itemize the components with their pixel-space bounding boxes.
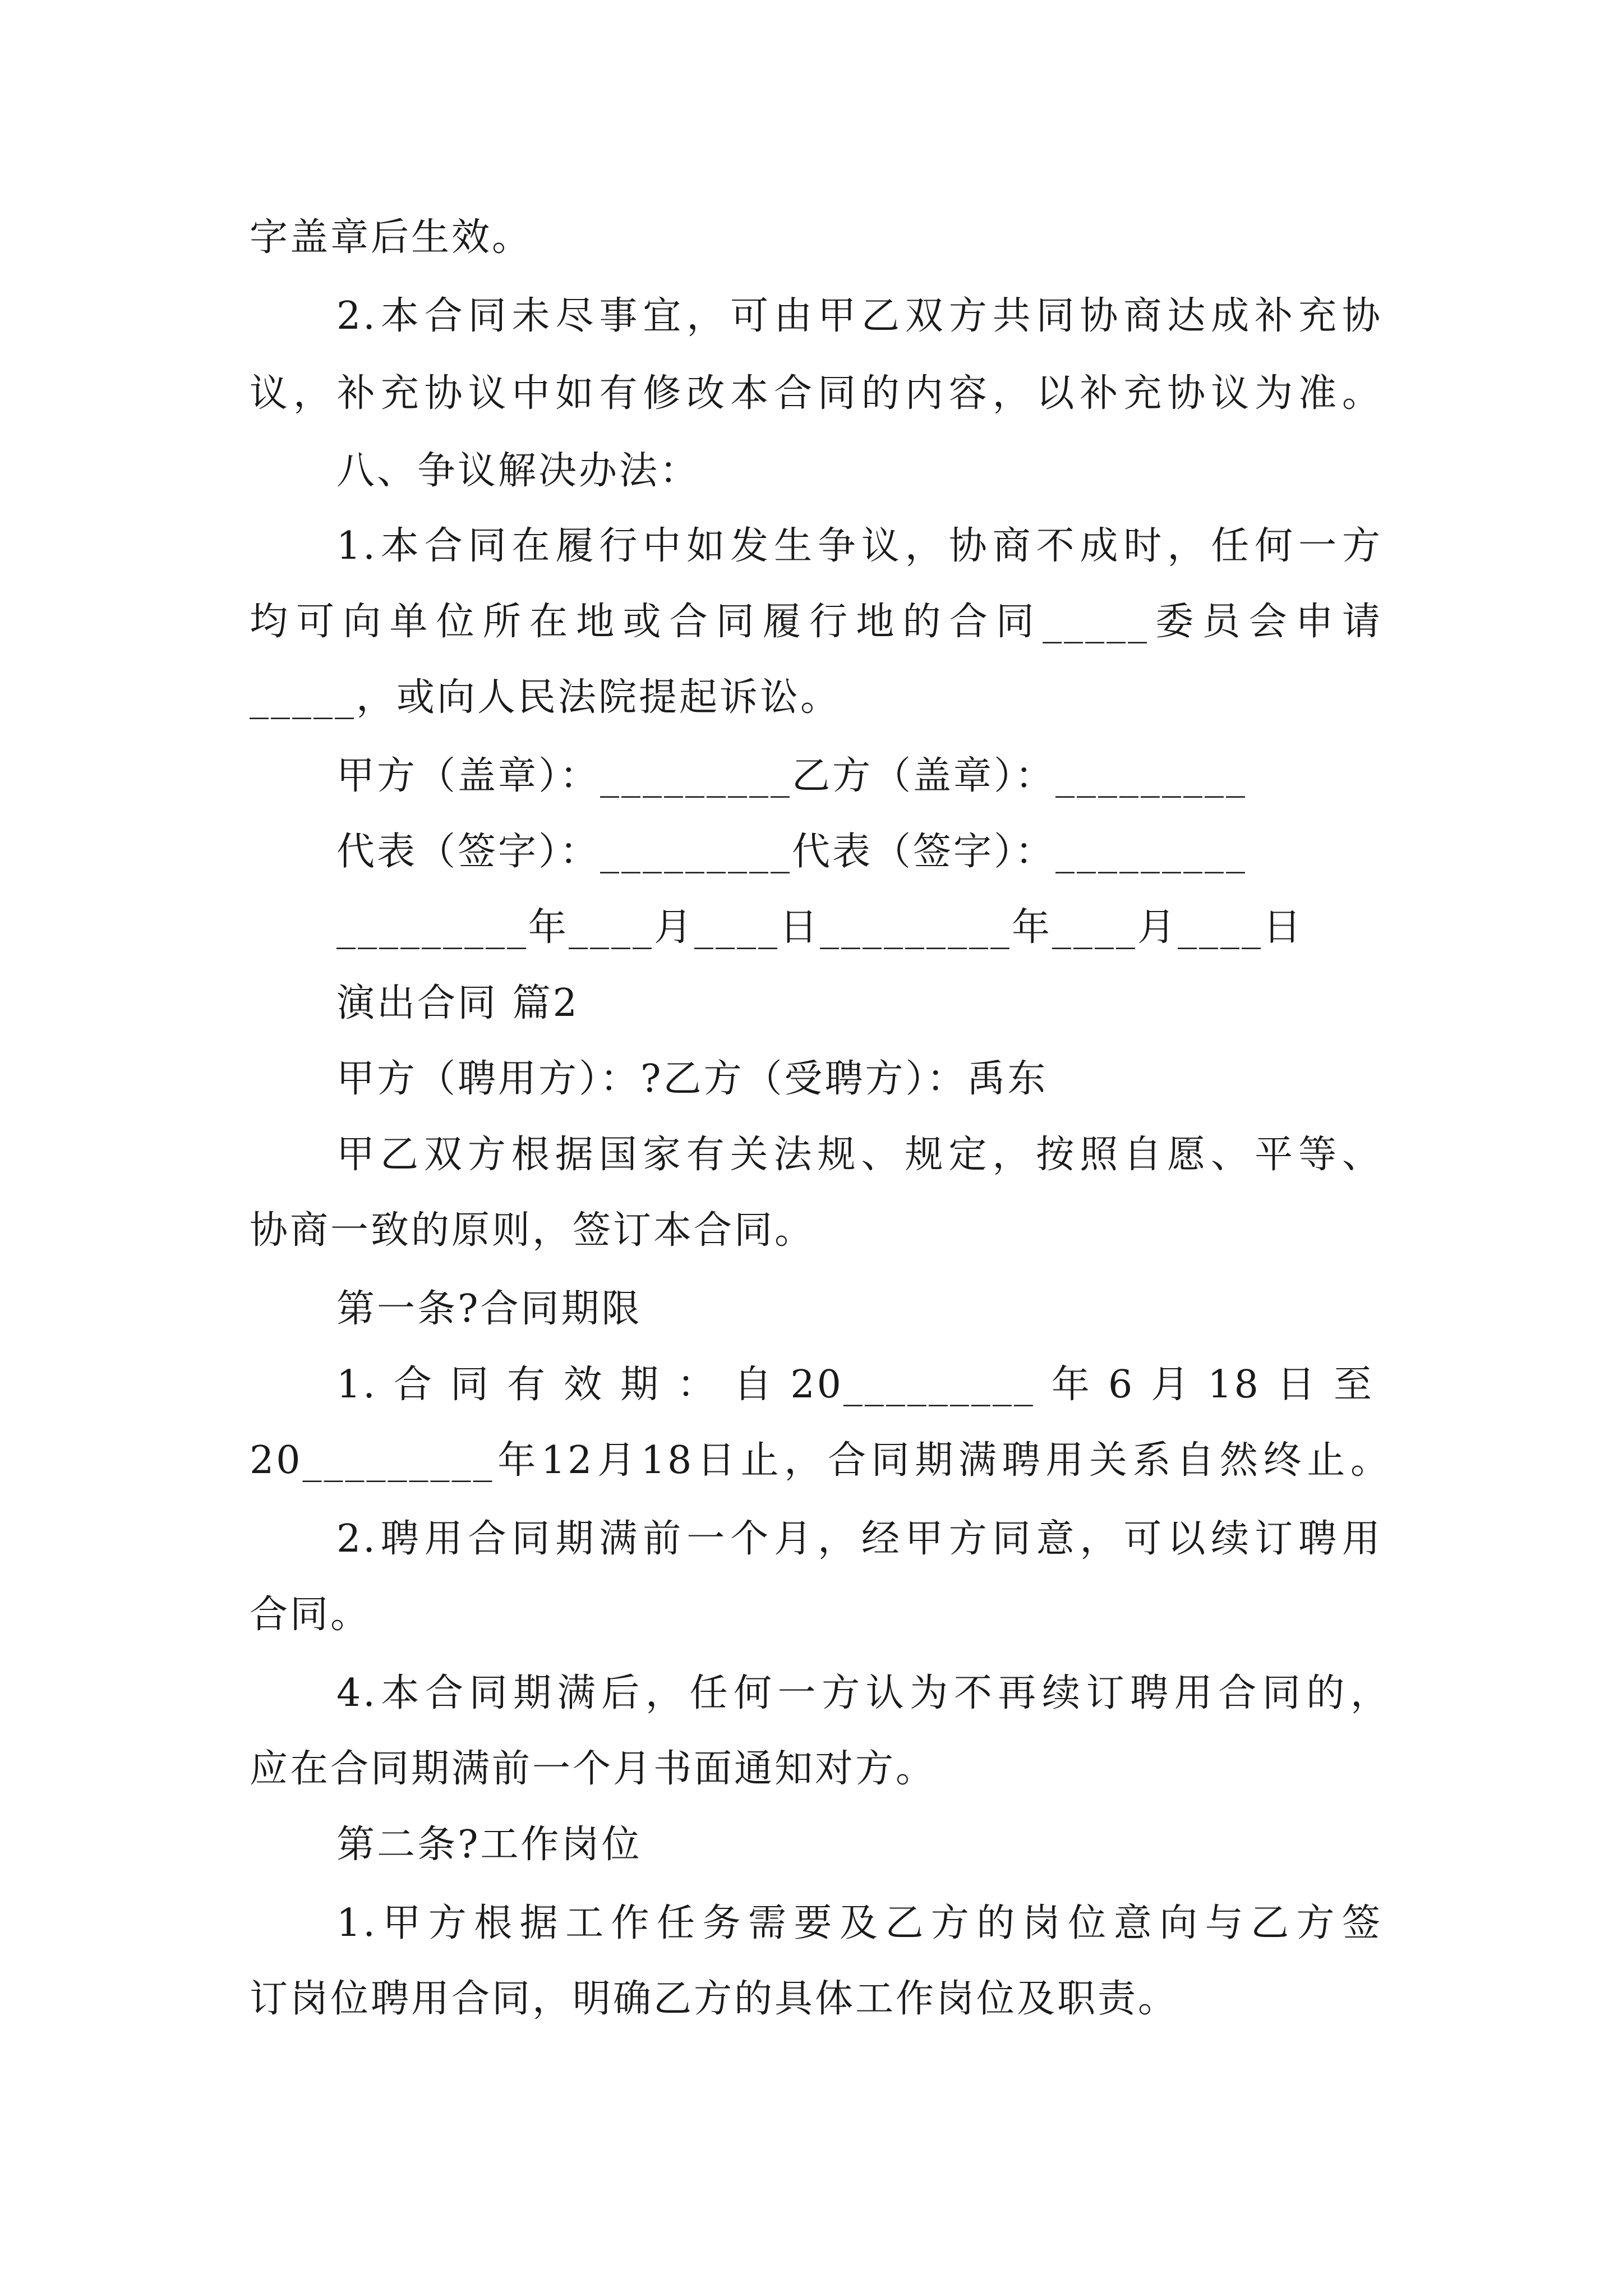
contract-title: 演出合同 篇2 — [336, 981, 579, 1025]
text-line-2: 2.本合同未尽事宜，可由甲乙双方共同协商达成补充协 — [336, 294, 1382, 338]
signature-seal-line: 甲方（盖章）：_________乙方（盖章）：_________ — [336, 754, 1248, 798]
text-line-19: 合同。 — [250, 1593, 371, 1637]
text-line-20: 4.本合同期满后，任何一方认为不再续订聘用合同的， — [336, 1671, 1391, 1715]
article-2-heading: 第二条?工作岗位 — [336, 1823, 642, 1867]
signature-representative-line: 代表（签字）：_________代表（签字）：_________ — [336, 830, 1248, 874]
article-1-heading: 第一条?合同期限 — [336, 1287, 642, 1331]
text-line-18: 2.聘用合同期满前一个月，经甲方同意，可以续订聘用 — [336, 1517, 1382, 1561]
text-line-17: 20_________年12月18日止，合同期满聘用关系自然终止。 — [250, 1438, 1391, 1483]
text-line-3: 议，补充协议中如有修改本合同的内容，以补充协议为准。 — [250, 371, 1382, 416]
text-line-23: 1.甲方根据工作任务需要及乙方的岗位意向与乙方签 — [336, 1901, 1382, 1945]
text-line-1: 字盖章后生效。 — [250, 215, 533, 260]
text-line-7: _____，或向人民法院提起诉讼。 — [250, 675, 841, 720]
text-line-6: 均可向单位所在地或合同履行地的合同_____委员会申请 — [250, 600, 1382, 644]
text-line-21: 应在合同期满前一个月书面通知对方。 — [250, 1747, 937, 1791]
text-line-16: 1.合同有效期：自20_________年6月18日至 — [336, 1363, 1374, 1407]
text-line-13: 甲乙双方根据国家有关法规、规定，按照自愿、平等、 — [336, 1133, 1382, 1177]
text-line-5: 1.本合同在履行中如发生争议，协商不成时，任何一方 — [336, 524, 1382, 568]
section-heading-8: 八、争议解决办法： — [336, 449, 700, 493]
text-line-24: 订岗位聘用合同，明确乙方的具体工作岗位及职责。 — [250, 1977, 1179, 2021]
parties-line: 甲方（聘用方）：?乙方（受聘方）：禹东 — [336, 1057, 1048, 1101]
signature-date-line: _________年____月____日_________年____月____日 — [336, 905, 1304, 950]
text-line-14: 协商一致的原则，签订本合同。 — [250, 1208, 815, 1253]
